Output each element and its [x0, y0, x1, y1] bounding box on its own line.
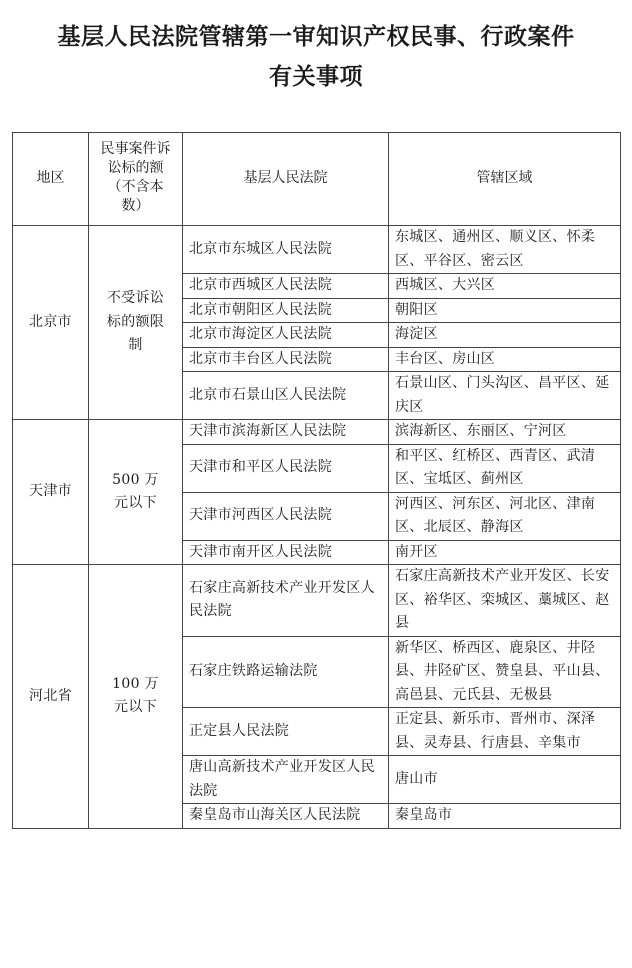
court-cell: 唐山高新技术产业开发区人民法院: [183, 756, 389, 804]
header-court: 基层人民法院: [183, 133, 389, 226]
court-cell: 北京市石景山区人民法院: [183, 372, 389, 420]
court-cell: 北京市西城区人民法院: [183, 274, 389, 299]
table-row: [13, 226, 621, 274]
court-cell: 正定县人民法院: [183, 708, 389, 756]
court-cell: 天津市和平区人民法院: [183, 444, 389, 492]
jurisdiction-table: [12, 132, 621, 829]
jurisdiction-cell: 石家庄高新技术产业开发区、长安区、裕华区、栾城区、藁城区、赵县: [389, 565, 621, 637]
limit-cell: [89, 565, 183, 829]
jurisdiction-cell: 海淀区: [389, 323, 621, 348]
jurisdiction-cell: 朝阳区: [389, 298, 621, 323]
header-limit: [89, 133, 183, 226]
court-cell: 石家庄高新技术产业开发区人民法院: [183, 565, 389, 637]
region-cell: 河北省: [13, 565, 89, 829]
court-cell: 天津市南开区人民法院: [183, 540, 389, 565]
jurisdiction-cell: 滨海新区、东丽区、宁河区: [389, 420, 621, 445]
table-row: [13, 420, 621, 445]
court-cell: 天津市滨海新区人民法院: [183, 420, 389, 445]
court-cell: 北京市东城区人民法院: [183, 226, 389, 274]
jurisdiction-cell: 西城区、大兴区: [389, 274, 621, 299]
limit-text: 100 万元以下: [112, 675, 159, 716]
jurisdiction-cell: 河西区、河东区、河北区、津南区、北辰区、静海区: [389, 492, 621, 540]
header-region: 地区: [13, 133, 89, 226]
jurisdiction-cell: 南开区: [389, 540, 621, 565]
court-cell: 北京市海淀区人民法院: [183, 323, 389, 348]
limit-cell: [89, 226, 183, 420]
court-cell: 石家庄铁路运输法院: [183, 636, 389, 708]
limit-text: 500 万元以下: [112, 471, 159, 511]
jurisdiction-cell: 东城区、通州区、顺义区、怀柔区、平谷区、密云区: [389, 226, 621, 274]
court-cell: 北京市丰台区人民法院: [183, 347, 389, 372]
document-title-line-2: 有关事项: [269, 63, 363, 90]
jurisdiction-cell: 秦皇岛市: [389, 804, 621, 829]
jurisdiction-cell: 和平区、红桥区、西青区、武清区、宝坻区、蓟州区: [389, 444, 621, 492]
jurisdiction-cell: 正定县、新乐市、晋州市、深泽县、灵寿县、行唐县、辛集市: [389, 708, 621, 756]
header-jurisdiction: 管辖区域: [389, 133, 621, 226]
header-limit-text: 民事案件诉讼标的额（不含本数）: [100, 140, 171, 214]
region-cell: 北京市: [13, 226, 89, 420]
limit-cell: [89, 420, 183, 565]
jurisdiction-cell: 唐山市: [389, 756, 621, 804]
document-title-line-1: 基层人民法院管辖第一审知识产权民事、行政案件: [57, 23, 575, 50]
table-row: [13, 565, 621, 637]
jurisdiction-cell: 石景山区、门头沟区、昌平区、延庆区: [389, 372, 621, 420]
jurisdiction-cell: 新华区、桥西区、鹿泉区、井陉县、井陉矿区、赞皇县、平山县、高邑县、元氏县、无极县: [389, 636, 621, 708]
table-header-row: [13, 133, 621, 226]
table-body: [13, 226, 621, 829]
court-cell: 北京市朝阳区人民法院: [183, 298, 389, 323]
limit-text: 不受诉讼标的额限制: [106, 290, 165, 354]
region-cell: 天津市: [13, 420, 89, 565]
jurisdiction-cell: 丰台区、房山区: [389, 347, 621, 372]
court-cell: 天津市河西区人民法院: [183, 492, 389, 540]
court-cell: 秦皇岛市山海关区人民法院: [183, 804, 389, 829]
